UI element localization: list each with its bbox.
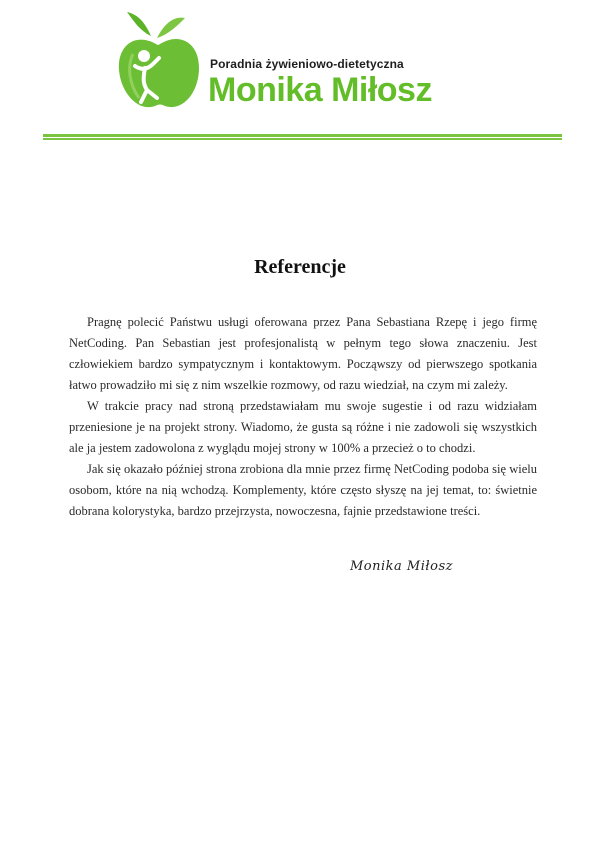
brand-tagline: Poradnia żywieniowo-dietetyczna xyxy=(210,57,404,71)
paragraph-1: Pragnę polecić Państwu usługi oferowana przez Pana Sebastiana Rzepę i jego firmę NetCoding. Pan Sebastian jest profesjonalistą w pełnym tego słowa znaczeniu. Jest człowiekiem bardzo sympatycznym i kontaktowym. Począwszy od pierwszego spotkania łatwo prowadziło mi się z nim wszelkie rozmowy, od razu wiedział, na czym mi zależy. xyxy=(69,315,537,392)
letter-body xyxy=(69,312,537,522)
signature: Monika Miłosz xyxy=(350,559,453,574)
apple-figure-logo-icon xyxy=(113,8,203,114)
brand-name: Monika Miłosz xyxy=(208,71,432,109)
document-title: Referencje xyxy=(254,256,346,278)
paragraph-3: Jak się okazało później strona zrobiona dla mnie przez firmę NetCoding podoba się wielu osobom, które na nią wchodzą. Komplementy, które często słyszę na jej temat, to: świetnie dobrana kolorystyka, bardzo przejrzysta, nowoczesna, fajnie przedstawione treści. xyxy=(69,462,537,518)
header-divider xyxy=(43,134,562,137)
header-divider-secondary xyxy=(43,138,562,140)
paragraph-2: W trakcie pracy nad stroną przedstawiałam mu swoje sugestie i od razu widziałam przeniesione je na projekt strony. Wiadomo, że gusta są różne i nie zadowoli się wszystkich ale ja jestem zadowolona z wyglądu mojej strony w 100% a przecież o to chodzi. xyxy=(69,399,537,455)
